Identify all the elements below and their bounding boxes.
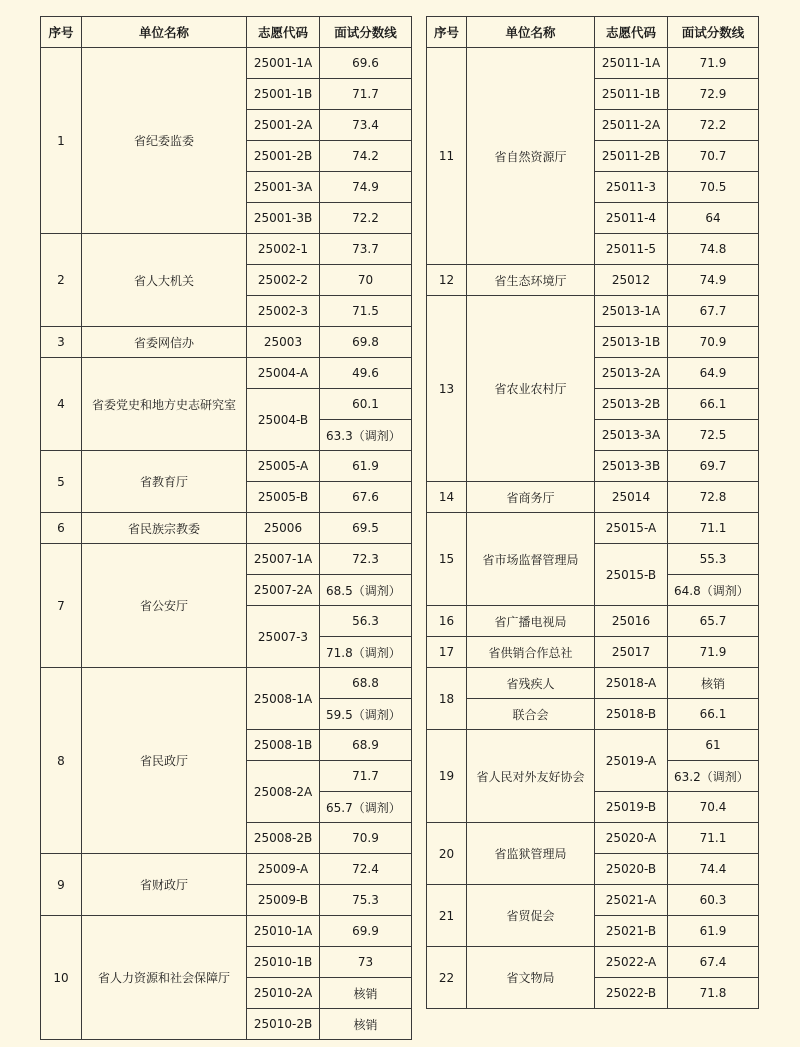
cell-score: 73.4 <box>320 110 412 141</box>
table-row <box>41 513 412 544</box>
cell-code: 25013-1B <box>595 327 668 358</box>
cell-unit: 省商务厅 <box>467 482 595 513</box>
table-row <box>41 358 412 389</box>
cell-code: 25009-B <box>247 885 320 916</box>
cell-code: 25004-B <box>247 389 320 451</box>
table-row <box>427 482 759 513</box>
cell-seq: 17 <box>427 637 467 668</box>
cell-code: 25001-3B <box>247 203 320 234</box>
cell-score: 66.1 <box>668 699 759 730</box>
cell-seq: 1 <box>41 48 82 234</box>
cell-score: 72.8 <box>668 482 759 513</box>
table-row <box>41 916 412 947</box>
table-row <box>427 730 759 761</box>
cell-code: 25007-1A <box>247 544 320 575</box>
cell-score: 71.9 <box>668 637 759 668</box>
cell-score: 70.9 <box>320 823 412 854</box>
cell-seq: 19 <box>427 730 467 823</box>
cell-score: 74.8 <box>668 234 759 265</box>
cell-unit: 省残疾人 <box>467 668 595 699</box>
header-seq: 序号 <box>427 17 467 48</box>
cell-code: 25018-A <box>595 668 668 699</box>
table-row <box>427 513 759 544</box>
cell-score: 63.3（调剂） <box>320 420 412 451</box>
table-header-row <box>427 17 759 48</box>
cell-score: 64.9 <box>668 358 759 389</box>
cell-score: 69.5 <box>320 513 412 544</box>
cell-score: 68.5（调剂） <box>320 575 412 606</box>
cell-seq: 10 <box>41 916 82 1040</box>
cell-code: 25003 <box>247 327 320 358</box>
cell-code: 25010-1B <box>247 947 320 978</box>
cell-score: 59.5（调剂） <box>320 699 412 730</box>
cell-score: 70.7 <box>668 141 759 172</box>
cell-code: 25019-B <box>595 792 668 823</box>
cell-code: 25020-B <box>595 854 668 885</box>
cell-code: 25005-A <box>247 451 320 482</box>
cell-code: 25013-2A <box>595 358 668 389</box>
cell-score: 69.6 <box>320 48 412 79</box>
cell-code: 25008-2A <box>247 761 320 823</box>
cell-code: 25002-2 <box>247 265 320 296</box>
cell-code: 25018-B <box>595 699 668 730</box>
cell-score: 60.1 <box>320 389 412 420</box>
cell-score: 71.1 <box>668 513 759 544</box>
cell-score: 72.4 <box>320 854 412 885</box>
cell-code: 25011-5 <box>595 234 668 265</box>
table-row <box>427 296 759 327</box>
cell-score: 74.4 <box>668 854 759 885</box>
cell-seq: 9 <box>41 854 82 916</box>
left-score-table <box>40 16 412 1040</box>
table-row <box>427 637 759 668</box>
cell-seq: 4 <box>41 358 82 451</box>
cell-code: 25011-4 <box>595 203 668 234</box>
cell-unit: 省纪委监委 <box>82 48 247 234</box>
cell-code: 25010-2B <box>247 1009 320 1040</box>
table-row <box>427 823 759 854</box>
cell-score: 70.4 <box>668 792 759 823</box>
cell-score: 56.3 <box>320 606 412 637</box>
cell-code: 25019-A <box>595 730 668 792</box>
cell-seq: 16 <box>427 606 467 637</box>
cell-seq: 13 <box>427 296 467 482</box>
cell-score: 67.7 <box>668 296 759 327</box>
cell-code: 25011-2B <box>595 141 668 172</box>
cell-code: 25013-2B <box>595 389 668 420</box>
cell-score: 69.8 <box>320 327 412 358</box>
cell-code: 25010-1A <box>247 916 320 947</box>
cell-score: 65.7（调剂） <box>320 792 412 823</box>
cell-code: 25011-1A <box>595 48 668 79</box>
table-row <box>427 606 759 637</box>
table-row <box>41 668 412 699</box>
cell-code: 25017 <box>595 637 668 668</box>
cell-code: 25011-2A <box>595 110 668 141</box>
cell-unit: 省监狱管理局 <box>467 823 595 885</box>
cell-code: 25001-1B <box>247 79 320 110</box>
cell-unit: 省财政厅 <box>82 854 247 916</box>
cell-unit: 省人民对外友好协会 <box>467 730 595 823</box>
cell-code: 25021-A <box>595 885 668 916</box>
cell-score: 74.2 <box>320 141 412 172</box>
cell-code: 25014 <box>595 482 668 513</box>
cell-seq: 22 <box>427 947 467 1009</box>
cell-unit: 省民政厅 <box>82 668 247 854</box>
cell-unit: 省公安厅 <box>82 544 247 668</box>
cell-code: 25013-3A <box>595 420 668 451</box>
cell-score: 63.2（调剂） <box>668 761 759 792</box>
cell-score: 73 <box>320 947 412 978</box>
cell-code: 25004-A <box>247 358 320 389</box>
cell-score: 69.9 <box>320 916 412 947</box>
cell-code: 25022-A <box>595 947 668 978</box>
cell-score: 72.5 <box>668 420 759 451</box>
table-row <box>427 885 759 916</box>
table-row <box>41 451 412 482</box>
cell-code: 25022-B <box>595 978 668 1009</box>
cell-score: 71.8 <box>668 978 759 1009</box>
cell-seq: 8 <box>41 668 82 854</box>
cell-seq: 18 <box>427 668 467 730</box>
cell-code: 25012 <box>595 265 668 296</box>
cell-seq: 14 <box>427 482 467 513</box>
cell-seq: 11 <box>427 48 467 265</box>
cell-score: 65.7 <box>668 606 759 637</box>
table-row <box>427 699 759 730</box>
cell-code: 25009-A <box>247 854 320 885</box>
table-row <box>41 234 412 265</box>
header-code: 志愿代码 <box>247 17 320 48</box>
cell-seq: 6 <box>41 513 82 544</box>
cell-code: 25005-B <box>247 482 320 513</box>
cell-score: 73.7 <box>320 234 412 265</box>
cell-code: 25001-2B <box>247 141 320 172</box>
cell-score: 74.9 <box>320 172 412 203</box>
cell-score: 64 <box>668 203 759 234</box>
cell-unit: 省人力资源和社会保障厅 <box>82 916 247 1040</box>
cell-unit: 省教育厅 <box>82 451 247 513</box>
header-unit: 单位名称 <box>82 17 247 48</box>
header-seq: 序号 <box>41 17 82 48</box>
cell-seq: 20 <box>427 823 467 885</box>
cell-score: 71.8（调剂） <box>320 637 412 668</box>
cell-code: 25011-1B <box>595 79 668 110</box>
header-score: 面试分数线 <box>668 17 759 48</box>
cell-unit: 联合会 <box>467 699 595 730</box>
cell-score: 72.2 <box>320 203 412 234</box>
cell-seq: 7 <box>41 544 82 668</box>
cell-score: 70 <box>320 265 412 296</box>
table-row <box>427 265 759 296</box>
cell-score: 72.2 <box>668 110 759 141</box>
table-row <box>427 668 759 699</box>
cell-code: 25006 <box>247 513 320 544</box>
cell-score: 72.3 <box>320 544 412 575</box>
cell-unit: 省市场监督管理局 <box>467 513 595 606</box>
cell-code: 25001-1A <box>247 48 320 79</box>
cell-code: 25015-A <box>595 513 668 544</box>
cell-code: 25013-3B <box>595 451 668 482</box>
table-row <box>427 48 759 79</box>
cell-score: 49.6 <box>320 358 412 389</box>
cell-seq: 3 <box>41 327 82 358</box>
cell-score: 67.4 <box>668 947 759 978</box>
cell-unit: 省广播电视局 <box>467 606 595 637</box>
cell-code: 25013-1A <box>595 296 668 327</box>
cell-score: 核销 <box>668 668 759 699</box>
cell-score: 71.7 <box>320 761 412 792</box>
cell-unit: 省自然资源厅 <box>467 48 595 265</box>
table-row <box>41 48 412 79</box>
right-score-table <box>426 16 759 1009</box>
cell-score: 核销 <box>320 1009 412 1040</box>
cell-unit: 省农业农村厅 <box>467 296 595 482</box>
cell-score: 74.9 <box>668 265 759 296</box>
cell-code: 25011-3 <box>595 172 668 203</box>
cell-score: 核销 <box>320 978 412 1009</box>
cell-score: 71.1 <box>668 823 759 854</box>
cell-score: 70.5 <box>668 172 759 203</box>
cell-unit: 省委网信办 <box>82 327 247 358</box>
cell-score: 55.3 <box>668 544 759 575</box>
cell-unit: 省委党史和地方史志研究室 <box>82 358 247 451</box>
cell-unit: 省民族宗教委 <box>82 513 247 544</box>
cell-code: 25020-A <box>595 823 668 854</box>
cell-seq: 5 <box>41 451 82 513</box>
table-row <box>41 544 412 575</box>
cell-score: 71.5 <box>320 296 412 327</box>
cell-seq: 2 <box>41 234 82 327</box>
cell-score: 68.9 <box>320 730 412 761</box>
cell-score: 61 <box>668 730 759 761</box>
cell-unit: 省人大机关 <box>82 234 247 327</box>
cell-code: 25002-3 <box>247 296 320 327</box>
table-row <box>41 327 412 358</box>
cell-code: 25015-B <box>595 544 668 606</box>
cell-seq: 21 <box>427 885 467 947</box>
cell-score: 64.8（调剂） <box>668 575 759 606</box>
cell-code: 25001-2A <box>247 110 320 141</box>
cell-score: 61.9 <box>668 916 759 947</box>
cell-score: 75.3 <box>320 885 412 916</box>
table-row <box>41 854 412 885</box>
cell-score: 66.1 <box>668 389 759 420</box>
cell-code: 25021-B <box>595 916 668 947</box>
cell-unit: 省文物局 <box>467 947 595 1009</box>
cell-score: 69.7 <box>668 451 759 482</box>
cell-unit: 省生态环境厅 <box>467 265 595 296</box>
cell-score: 61.9 <box>320 451 412 482</box>
cell-code: 25010-2A <box>247 978 320 1009</box>
table-header-row <box>41 17 412 48</box>
cell-score: 67.6 <box>320 482 412 513</box>
cell-code: 25002-1 <box>247 234 320 265</box>
cell-score: 71.9 <box>668 48 759 79</box>
cell-unit: 省贸促会 <box>467 885 595 947</box>
cell-code: 25008-1A <box>247 668 320 730</box>
cell-code: 25008-2B <box>247 823 320 854</box>
cell-code: 25008-1B <box>247 730 320 761</box>
cell-code: 25007-2A <box>247 575 320 606</box>
header-unit: 单位名称 <box>467 17 595 48</box>
cell-unit: 省供销合作总社 <box>467 637 595 668</box>
cell-code: 25001-3A <box>247 172 320 203</box>
table-row <box>427 947 759 978</box>
cell-score: 70.9 <box>668 327 759 358</box>
cell-score: 68.8 <box>320 668 412 699</box>
cell-score: 72.9 <box>668 79 759 110</box>
cell-code: 25007-3 <box>247 606 320 668</box>
cell-score: 60.3 <box>668 885 759 916</box>
cell-code: 25016 <box>595 606 668 637</box>
header-score: 面试分数线 <box>320 17 412 48</box>
header-code: 志愿代码 <box>595 17 668 48</box>
cell-score: 71.7 <box>320 79 412 110</box>
cell-seq: 15 <box>427 513 467 606</box>
cell-seq: 12 <box>427 265 467 296</box>
